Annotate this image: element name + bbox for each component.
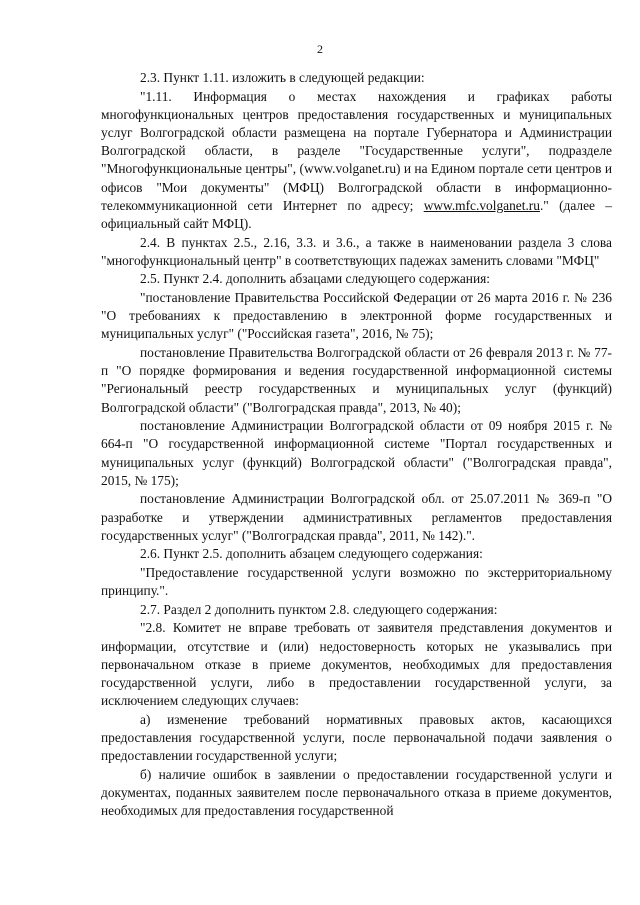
paragraph-1-11-text: "1.11. Информация о местах нахождения и графиках работы многофункциональных центров предоставления государственных и муниципальных услуг Волгоградской области размещена на портале Губернатора и Администрации Волгоградской области, в разделе "Государственные услуги", подразделе "Многофункциональные центры", (www.volganet.ru) и на Едином портале сети центров и офисов "Мои документы" (МФЦ) Волгоградской области в информационно-телекоммуникационной сети Интернет по адресу;: [101, 88, 612, 213]
paragraph-2-8: "2.8. Комитет не вправе требовать от заявителя представления документов и информации, отсутствие и (или) недостоверность которых не указывались при первоначальном отказе в приеме документов, необходимых для предоставления государственной услуги, либо в предоставлении государственной услуги, за исключением следующих случаев:: [101, 620, 612, 709]
paragraph-2-6: 2.6. Пункт 2.5. дополнить абзацем следующего содержания:: [140, 546, 483, 562]
paragraph-1-11-tail: ." (далее – официальный сайт МФЦ).: [101, 197, 612, 232]
paragraph-decree-664p: постановление Администрации Волгоградской области от 09 ноября 2015 г. № 664-п "О государственной информационной системе "Портал государственных и муниципальных услуг (функций) Волгоградской области" ("Волгоградская правда", 2015, № 175);: [101, 418, 612, 488]
document-body: [101, 69, 612, 820]
mfc-website-link[interactable]: www.mfc.volganet.ru: [423, 197, 540, 213]
paragraph-decree-77p: постановление Правительства Волгоградской области от 26 февраля 2013 г. № 77-п "О порядке формирования и ведения государственной информационной системы "Региональный реестр государственных и муниципальных услуг (функций) Волгоградской области" ("Волгоградская правда", 2013, № 40);: [101, 345, 612, 415]
paragraph-extraterritorial: "Предоставление государственной услуги возможно по экстерриториальному принципу.".: [101, 565, 612, 599]
paragraph-2-8-a: а) изменение требований нормативных правовых актов, касающихся предоставления государственной услуги, после первоначальной подачи заявления о предоставлении государственной услуги;: [101, 711, 612, 764]
paragraph-2-5: 2.5. Пункт 2.4. дополнить абзацами следующего содержания:: [140, 271, 490, 287]
paragraph-2-4: 2.4. В пунктах 2.5., 2.16, 3.3. и 3.6., а также в наименовании раздела 3 слова "многофункциональный центр" в соответствующих падежах заменить словами "МФЦ": [101, 234, 612, 268]
page-number: 2: [317, 42, 323, 56]
paragraph-1-11: [101, 88, 612, 234]
paragraph-decree-369p: постановление Администрации Волгоградской обл. от 25.07.2011 № 369-п "О разработке и утверждении административных регламентов предоставления государственных услуг" ("Волгоградская правда", 2011, № 142).".: [101, 491, 612, 543]
paragraph-2-8-b: б) наличие ошибок в заявлении о предоставлении государственной услуги и документах, поданных заявителем после первоначального отказа в приеме документов, необходимых для предоставления государственной: [101, 766, 612, 819]
paragraph-2-7: 2.7. Раздел 2 дополнить пунктом 2.8. следующего содержания:: [140, 601, 498, 617]
paragraph-2-3: 2.3. Пункт 1.11. изложить в следующей редакции:: [140, 70, 425, 85]
paragraph-decree-236: "постановление Правительства Российской Федерации от 26 марта 2016 г. № 236 "О требованиях к предоставлению в электронной форме государственных и муниципальных услуг" ("Российская газета", 2016, № 75);: [101, 290, 612, 342]
